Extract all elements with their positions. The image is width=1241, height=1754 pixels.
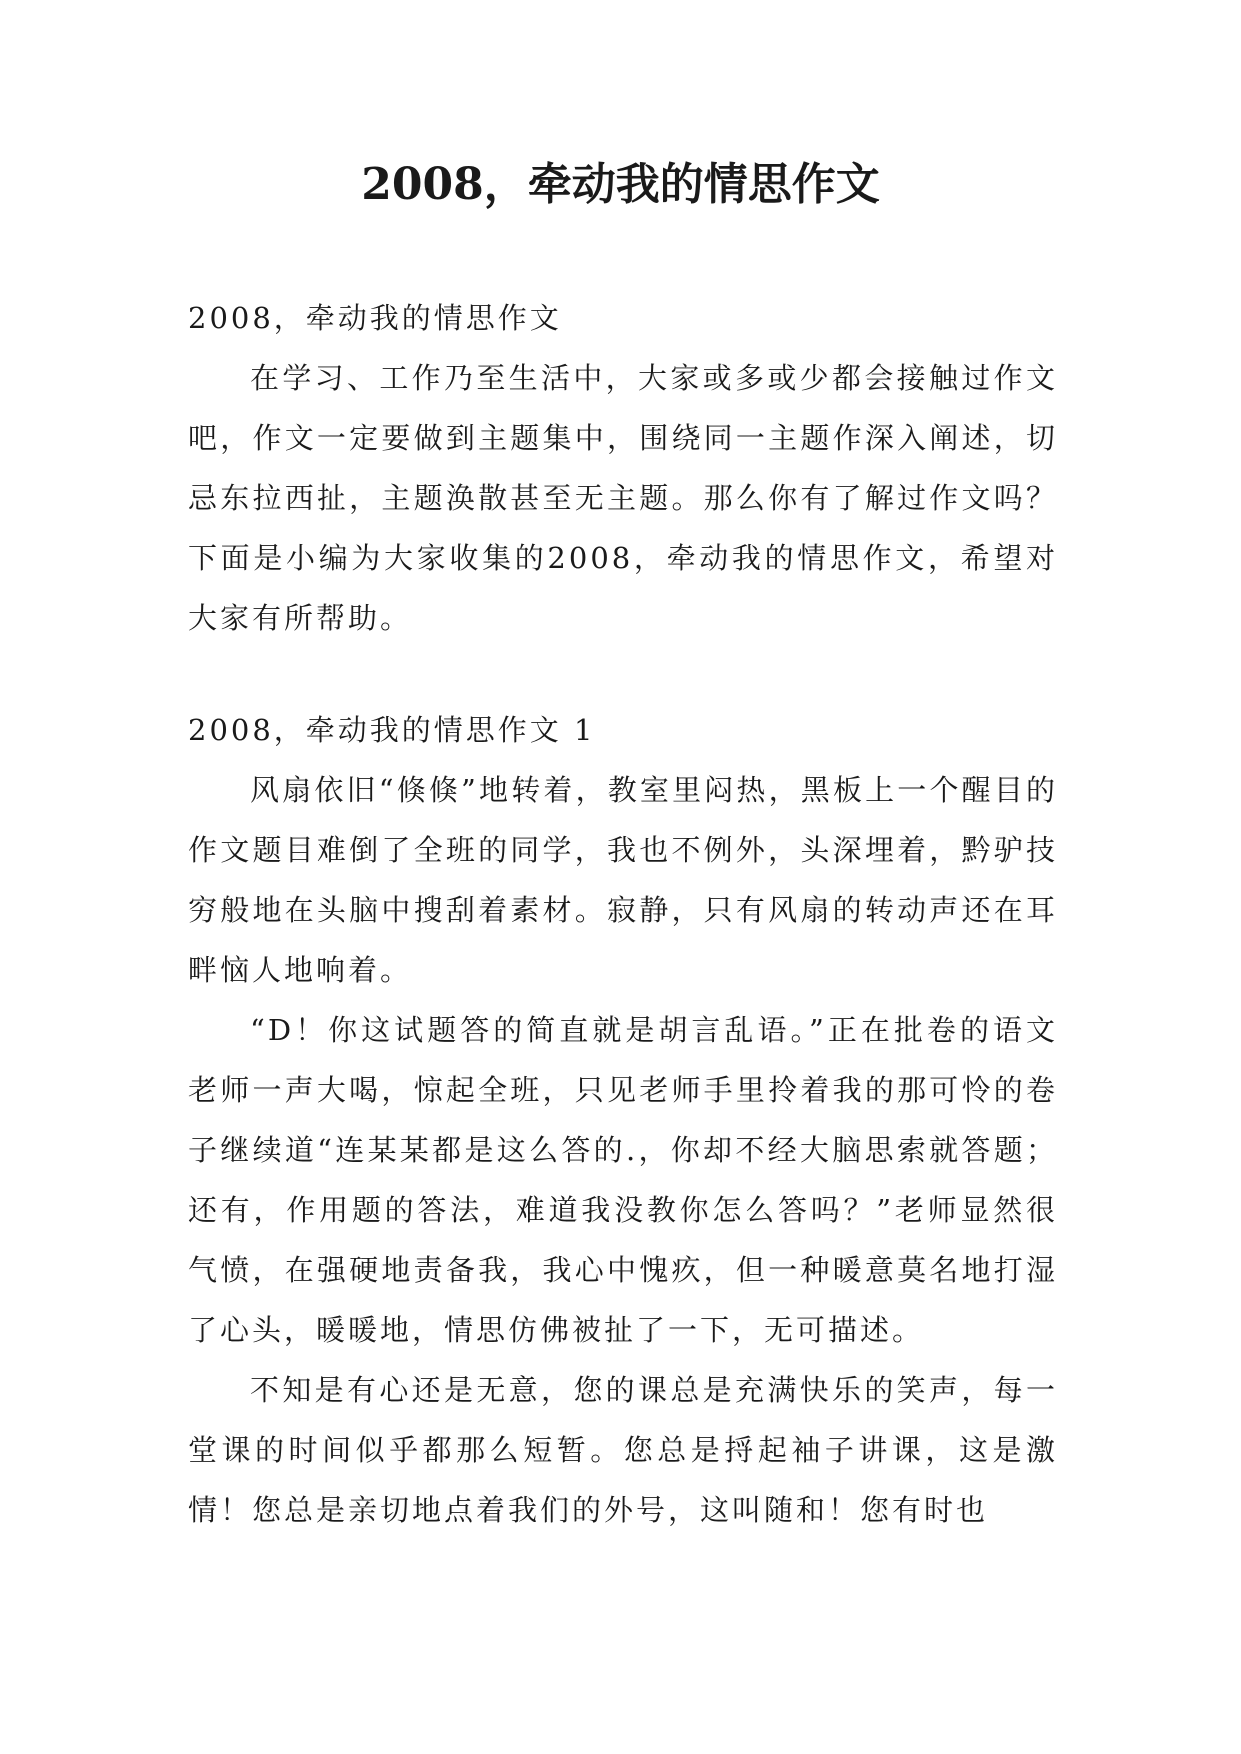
intro-paragraph: 在学习、工作乃至生活中，大家或多或少都会接触过作文吧，作文一定要做到主题集中，围绕同一主题作深入阐述，切忌东拉西扯，主题涣散甚至无主题。那么你有了解过作文吗？下面是小编为大家收集的2008，牵动我的情思作文，希望对大家有所帮助。	[188, 361, 1058, 635]
body-paragraph-2: “D！你这试题答的简直就是胡言乱语。”正在批卷的语文老师一声大喝，惊起全班，只见老师手里拎着我的那可怜的卷子继续道“连某某都是这么答的.，你却不经大脑思索就答题；还有，作用题的答法，难道我没教你怎么答吗？”老师显然很气愤，在强硬地责备我，我心中愧疚，但一种暖意莫名地打湿了心头，暖暖地，情思仿佛被扯了一下，无可描述。	[188, 1013, 1058, 1347]
body-paragraph-1: 风扇依旧“倏倏”地转着，教室里闷热，黑板上一个醒目的作文题目难倒了全班的同学，我也不例外，头深埋着，黔驴技穷般地在头脑中搜刮着素材。寂静，只有风扇的转动声还在耳畔恼人地响着。	[188, 773, 1058, 987]
document-title: 2008，牵动我的情思作文	[361, 159, 880, 210]
section-title: 2008，牵动我的情思作文	[188, 301, 562, 335]
section-spacer	[188, 648, 1058, 700]
essay-title: 2008，牵动我的情思作文 1	[188, 713, 596, 747]
document-body	[188, 288, 1058, 1540]
body-paragraph-3: 不知是有心还是无意，您的课总是充满快乐的笑声，每一堂课的时间似乎都那么短暂。您总是捋起袖子讲课，这是激情！您总是亲切地点着我们的外号，这叫随和！您有时也	[188, 1373, 1058, 1527]
